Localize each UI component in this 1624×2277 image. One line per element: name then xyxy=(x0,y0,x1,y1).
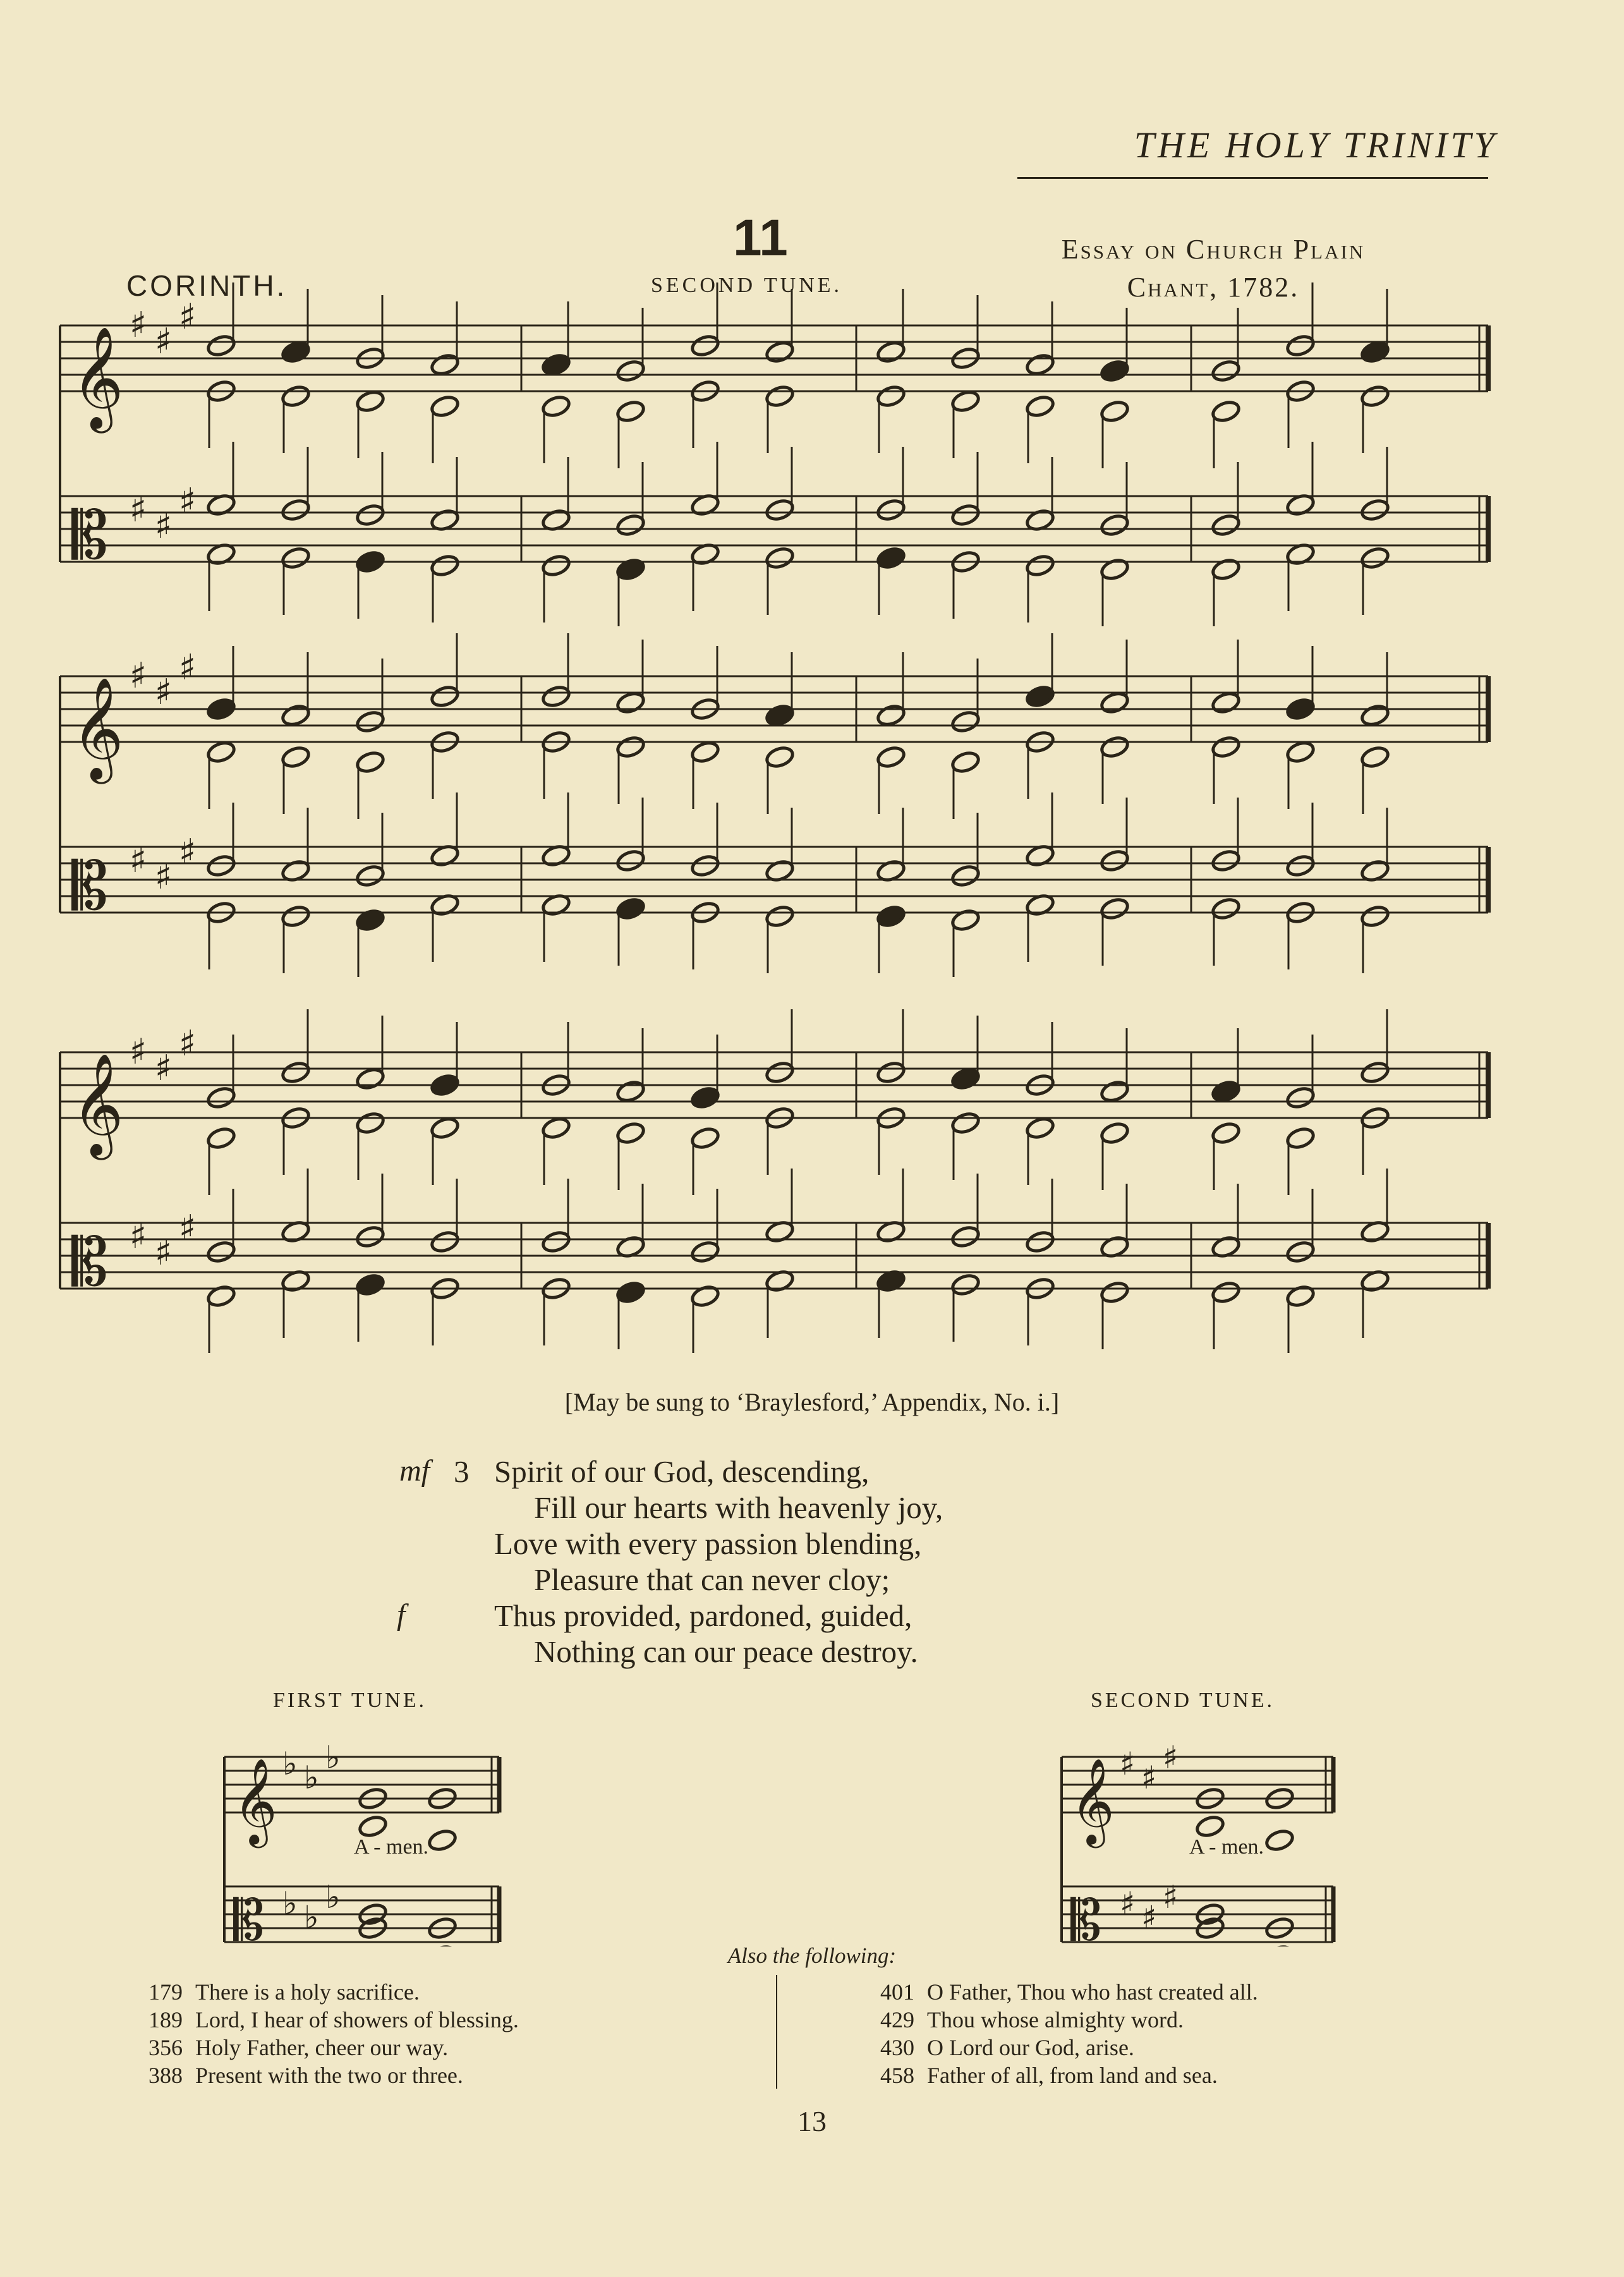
treble-note-soprano xyxy=(615,691,646,715)
treble-note-soprano xyxy=(1211,359,1241,384)
flat-key-signature: ♭ xyxy=(304,1899,319,1936)
alto-clef-note-bass xyxy=(690,1284,720,1309)
treble-note-alto xyxy=(765,745,795,770)
treble-note-alto xyxy=(1100,735,1130,760)
sharp-key-signature: ♯ xyxy=(1163,1879,1179,1916)
treble-note-alto xyxy=(1025,1116,1055,1141)
treble-note-alto xyxy=(690,740,720,765)
treble-note-alto xyxy=(541,1116,571,1141)
treble-note-soprano xyxy=(355,710,385,734)
treble-note-alto xyxy=(876,745,906,770)
hymn-ref-number: 179 xyxy=(148,1979,183,2005)
list-item xyxy=(880,2006,1258,2034)
hymn-ref-number: 429 xyxy=(880,2007,914,2032)
sharp-key-signature: ♯ xyxy=(130,489,147,530)
alto-clef-note-tenor xyxy=(206,1240,236,1265)
alternate-tune-note: [May be sung to ‘Braylesford,’ Appendix, No. i.] xyxy=(564,1388,1060,1416)
verse-line-6: Nothing can our peace destroy. xyxy=(534,1634,918,1669)
treble-note-alto xyxy=(1025,394,1055,419)
treble-note-soprano xyxy=(1360,703,1390,728)
treble-note-alto xyxy=(615,399,646,424)
sharp-key-signature: ♯ xyxy=(130,305,147,346)
verse-number: 3 xyxy=(454,1454,470,1489)
treble-note-alto xyxy=(765,384,795,409)
alto-clef-note-bass xyxy=(1100,557,1130,582)
treble-note-soprano xyxy=(690,1086,720,1110)
treble-note-soprano xyxy=(281,1060,311,1085)
sharp-key-signature: ♯ xyxy=(155,672,173,713)
treble-note-alto xyxy=(541,394,571,419)
alto-clef-note-tenor xyxy=(355,1225,385,1249)
treble-note-soprano xyxy=(1285,697,1316,722)
hymn-ref-number: 356 xyxy=(148,2035,183,2060)
whole-note xyxy=(427,1828,458,1853)
tune-name: CORINTH. xyxy=(126,269,288,302)
treble-note-soprano xyxy=(876,1060,906,1085)
treble-note-soprano xyxy=(876,703,906,728)
treble-note-soprano xyxy=(690,334,720,358)
list-item xyxy=(148,2006,519,2034)
treble-note-soprano xyxy=(1285,1086,1316,1110)
also-following-left-list xyxy=(148,1978,519,2089)
treble-clef: 𝄞 xyxy=(233,1757,277,1844)
alto-clef-note-bass xyxy=(615,1280,646,1305)
alto-clef-note-bass xyxy=(765,546,795,571)
list-item xyxy=(880,1978,1258,2006)
hymn-ref-number: 388 xyxy=(148,2063,183,2088)
treble-note-alto xyxy=(1285,1126,1316,1151)
sharp-key-signature: ♯ xyxy=(1120,1746,1136,1782)
treble-note-alto xyxy=(950,750,981,775)
sharp-key-signature: ♯ xyxy=(179,1023,197,1064)
alto-clef-note-bass xyxy=(1211,897,1241,921)
alto-clef: 𝄡 xyxy=(71,497,109,574)
alto-clef-note-bass xyxy=(206,1284,236,1309)
treble-note-alto xyxy=(1211,399,1241,424)
hymn-ref-title: Holy Father, cheer our way. xyxy=(195,2035,449,2060)
amen-first-tune-label: FIRST TUNE. xyxy=(273,1689,427,1712)
treble-note-soprano xyxy=(765,703,795,728)
verse-line-1: Spirit of our God, descending, xyxy=(494,1454,870,1489)
also-following-right-list xyxy=(880,1978,1258,2089)
hymn-ref-title: Thou whose almighty word. xyxy=(927,2007,1184,2032)
alto-clef-note-bass xyxy=(1100,1280,1130,1305)
treble-note-alto xyxy=(1285,740,1316,765)
alto-clef-note-tenor xyxy=(690,854,720,878)
treble-note-alto xyxy=(281,745,311,770)
whole-note xyxy=(1264,1828,1295,1853)
treble-note-alto xyxy=(1211,735,1241,760)
sharp-key-signature: ♯ xyxy=(130,1031,147,1072)
flat-key-signature: ♭ xyxy=(282,1746,298,1782)
verse-line-2: Fill our hearts with heavenly joy, xyxy=(534,1490,943,1525)
alto-clef-note-bass xyxy=(876,546,906,571)
treble-note-soprano xyxy=(1360,340,1390,365)
sharp-key-signature: ♯ xyxy=(179,832,197,873)
hymn-ref-title: There is a holy sacrifice. xyxy=(195,1979,420,2005)
sharp-key-signature: ♯ xyxy=(179,481,197,522)
treble-note-soprano xyxy=(876,340,906,365)
sharp-key-signature: ♯ xyxy=(179,296,197,337)
treble-note-soprano xyxy=(1211,691,1241,715)
alto-clef-note-tenor xyxy=(615,513,646,538)
dynamic-marking-f: f xyxy=(397,1598,406,1632)
alto-clef-note-tenor xyxy=(765,498,795,523)
treble-note-alto xyxy=(355,389,385,414)
alto-clef-note-tenor xyxy=(1285,1240,1316,1265)
alto-clef-note-tenor xyxy=(950,864,981,889)
alto-clef: 𝄡 xyxy=(71,1224,109,1301)
sharp-key-signature: ♯ xyxy=(155,856,173,897)
alto-clef-note-tenor xyxy=(1211,513,1241,538)
alto-clef-note-bass xyxy=(355,1273,385,1297)
sharp-key-signature: ♯ xyxy=(130,655,147,696)
treble-note-alto xyxy=(690,1126,720,1151)
alto-clef: 𝄡 xyxy=(233,1888,265,1946)
alto-clef-note-tenor xyxy=(1100,513,1130,538)
alto-clef-note-tenor xyxy=(1360,498,1390,523)
hymn-ref-title: O Lord our God, arise. xyxy=(927,2035,1134,2060)
alto-clef-note-tenor xyxy=(876,498,906,523)
alto-clef-note-bass xyxy=(950,908,981,933)
alto-clef: 𝄡 xyxy=(1070,1888,1102,1946)
treble-note-soprano xyxy=(1100,359,1130,384)
whole-note xyxy=(1264,1944,1295,1946)
treble-note-alto xyxy=(1100,399,1130,424)
treble-note-alto xyxy=(355,750,385,775)
sharp-key-signature: ♯ xyxy=(179,1208,197,1249)
tune-label: SECOND TUNE. xyxy=(651,274,843,297)
whole-note xyxy=(427,1944,458,1946)
flat-key-signature: ♭ xyxy=(282,1885,298,1922)
alto-clef-note-tenor xyxy=(1285,854,1316,878)
page-number: 13 xyxy=(797,2105,827,2137)
sharp-key-signature: ♯ xyxy=(130,840,147,881)
treble-note-soprano xyxy=(281,340,311,365)
sharp-key-signature: ♯ xyxy=(1141,1759,1157,1796)
treble-note-soprano xyxy=(541,684,571,709)
alto-clef-note-bass xyxy=(1025,554,1055,578)
alto-clef-note-tenor xyxy=(690,1240,720,1265)
treble-note-soprano xyxy=(355,1067,385,1091)
treble-note-soprano xyxy=(1100,1079,1130,1104)
treble-note-alto xyxy=(1211,1121,1241,1146)
list-item xyxy=(148,2061,519,2089)
alto-clef-note-tenor xyxy=(950,1225,981,1249)
sharp-key-signature: ♯ xyxy=(1141,1899,1157,1936)
amen-second-tune-text: A - men. xyxy=(1189,1835,1264,1859)
treble-note-soprano xyxy=(1100,691,1130,715)
treble-note-soprano xyxy=(615,359,646,384)
alto-clef-note-bass xyxy=(1285,1284,1316,1309)
amen-first-tune-text: A - men. xyxy=(354,1835,429,1859)
treble-note-alto xyxy=(950,1111,981,1136)
treble-note-soprano xyxy=(1360,1060,1390,1085)
alto-clef-note-tenor xyxy=(1211,849,1241,873)
sharp-key-signature: ♯ xyxy=(1163,1739,1179,1776)
treble-note-soprano xyxy=(1025,684,1055,709)
treble-note-alto xyxy=(430,394,460,419)
hymn-ref-number: 430 xyxy=(880,2035,914,2060)
alto-clef-note-bass xyxy=(1360,546,1390,571)
hymn-ref-title: Present with the two or three. xyxy=(195,2063,463,2088)
alto-clef-note-bass xyxy=(355,908,385,933)
treble-note-soprano xyxy=(1025,353,1055,377)
treble-note-alto xyxy=(1100,1121,1130,1146)
score-system xyxy=(60,1009,1488,1353)
sharp-key-signature: ♯ xyxy=(130,1216,147,1257)
alto-clef-note-tenor xyxy=(281,498,311,523)
alto-clef-note-tenor xyxy=(430,1230,460,1254)
hymn-ref-title: Lord, I hear of showers of blessing. xyxy=(195,2007,519,2032)
flat-key-signature: ♭ xyxy=(304,1759,319,1796)
treble-note-alto xyxy=(876,384,906,409)
alto-clef-note-bass xyxy=(1211,557,1241,582)
treble-note-soprano xyxy=(281,703,311,728)
treble-note-soprano xyxy=(1285,334,1316,358)
treble-note-soprano xyxy=(430,353,460,377)
treble-clef: 𝄞 xyxy=(1070,1757,1115,1844)
flat-key-signature: ♭ xyxy=(325,1739,341,1776)
alto-clef-note-bass xyxy=(615,557,646,582)
treble-note-alto xyxy=(1360,745,1390,770)
alto-clef-note-bass xyxy=(615,897,646,921)
treble-clef: 𝄞 xyxy=(71,326,124,429)
alto-clef-note-bass xyxy=(355,550,385,574)
alto-clef-note-bass xyxy=(765,904,795,929)
hymn-ref-title: O Father, Thou who hast created all. xyxy=(927,1979,1258,2005)
sharp-key-signature: ♯ xyxy=(155,321,173,362)
verse-line-4: Pleasure that can never cloy; xyxy=(534,1562,890,1597)
sharp-key-signature: ♯ xyxy=(155,1048,173,1089)
treble-note-soprano xyxy=(206,1086,236,1110)
treble-note-alto xyxy=(1360,384,1390,409)
alto-clef-note-bass xyxy=(1360,904,1390,929)
verse-line-5: Thus provided, pardoned, guided, xyxy=(494,1598,912,1633)
amen-second-tune-label: SECOND TUNE. xyxy=(1091,1689,1275,1712)
alto-clef-note-bass xyxy=(950,1273,981,1297)
list-divider xyxy=(776,1975,777,2089)
score-system xyxy=(60,633,1488,977)
tune-source-line-1: Essay on Church Plain xyxy=(1061,234,1366,265)
treble-note-alto xyxy=(615,1121,646,1146)
alto-clef-note-tenor xyxy=(355,503,385,528)
alto-clef-note-bass xyxy=(876,904,906,929)
treble-note-soprano xyxy=(615,1079,646,1104)
dynamic-marking-mf: mf xyxy=(399,1454,430,1488)
alto-clef-note-bass xyxy=(281,904,311,929)
treble-note-soprano xyxy=(950,1067,981,1091)
sharp-key-signature: ♯ xyxy=(1120,1885,1136,1922)
alto-clef-note-bass xyxy=(1211,1280,1241,1305)
flat-key-signature: ♭ xyxy=(325,1879,341,1916)
treble-note-soprano xyxy=(765,1060,795,1085)
treble-note-soprano xyxy=(430,1073,460,1098)
hymn-ref-number: 189 xyxy=(148,2007,183,2032)
hymn-ref-number: 458 xyxy=(880,2063,914,2088)
alto-clef-note-tenor xyxy=(355,864,385,889)
treble-note-soprano xyxy=(765,340,795,365)
also-following-heading: Also the following: xyxy=(727,1943,897,1968)
alto-clef-note-bass xyxy=(1100,897,1130,921)
sharp-key-signature: ♯ xyxy=(179,647,197,688)
treble-note-alto xyxy=(950,389,981,414)
alto-clef: 𝄡 xyxy=(71,847,109,925)
treble-note-alto xyxy=(281,384,311,409)
list-item xyxy=(148,1978,519,2006)
hymn-number: 11 xyxy=(733,209,788,267)
treble-note-alto xyxy=(430,1116,460,1141)
treble-note-alto xyxy=(355,1111,385,1136)
alto-clef-note-tenor xyxy=(1100,849,1130,873)
hymn-ref-number: 401 xyxy=(880,1979,914,2005)
alto-clef-note-tenor xyxy=(950,503,981,528)
alto-clef-note-bass xyxy=(541,554,571,578)
score-system xyxy=(60,282,1488,626)
treble-note-soprano xyxy=(206,334,236,358)
verse-line-3: Love with every passion blending, xyxy=(494,1526,922,1561)
hymn-ref-title: Father of all, from land and sea. xyxy=(927,2063,1218,2088)
running-header-title: THE HOLY TRINITY xyxy=(1134,124,1498,166)
list-item xyxy=(880,2034,1258,2061)
treble-note-alto xyxy=(206,740,236,765)
amen-scores xyxy=(0,1706,1624,1946)
sharp-key-signature: ♯ xyxy=(155,506,173,547)
tune-source-line-2: Chant, 1782. xyxy=(1127,272,1300,303)
alto-clef-note-tenor xyxy=(615,849,646,873)
alto-clef-note-tenor xyxy=(541,1230,571,1254)
alto-clef-note-bass xyxy=(281,546,311,571)
alto-clef-note-tenor xyxy=(1025,1230,1055,1254)
treble-clef: 𝄞 xyxy=(71,1053,124,1156)
treble-clef: 𝄞 xyxy=(71,677,124,780)
treble-note-soprano xyxy=(541,353,571,377)
treble-note-alto xyxy=(206,1126,236,1151)
treble-note-soprano xyxy=(430,684,460,709)
sharp-key-signature: ♯ xyxy=(155,1232,173,1273)
treble-note-soprano xyxy=(950,710,981,734)
alto-clef-note-tenor xyxy=(206,854,236,878)
treble-note-soprano xyxy=(1211,1079,1241,1104)
list-item xyxy=(148,2034,519,2061)
treble-note-alto xyxy=(615,735,646,760)
list-item xyxy=(880,2061,1258,2089)
alto-clef-note-bass xyxy=(430,554,460,578)
treble-note-soprano xyxy=(206,697,236,722)
